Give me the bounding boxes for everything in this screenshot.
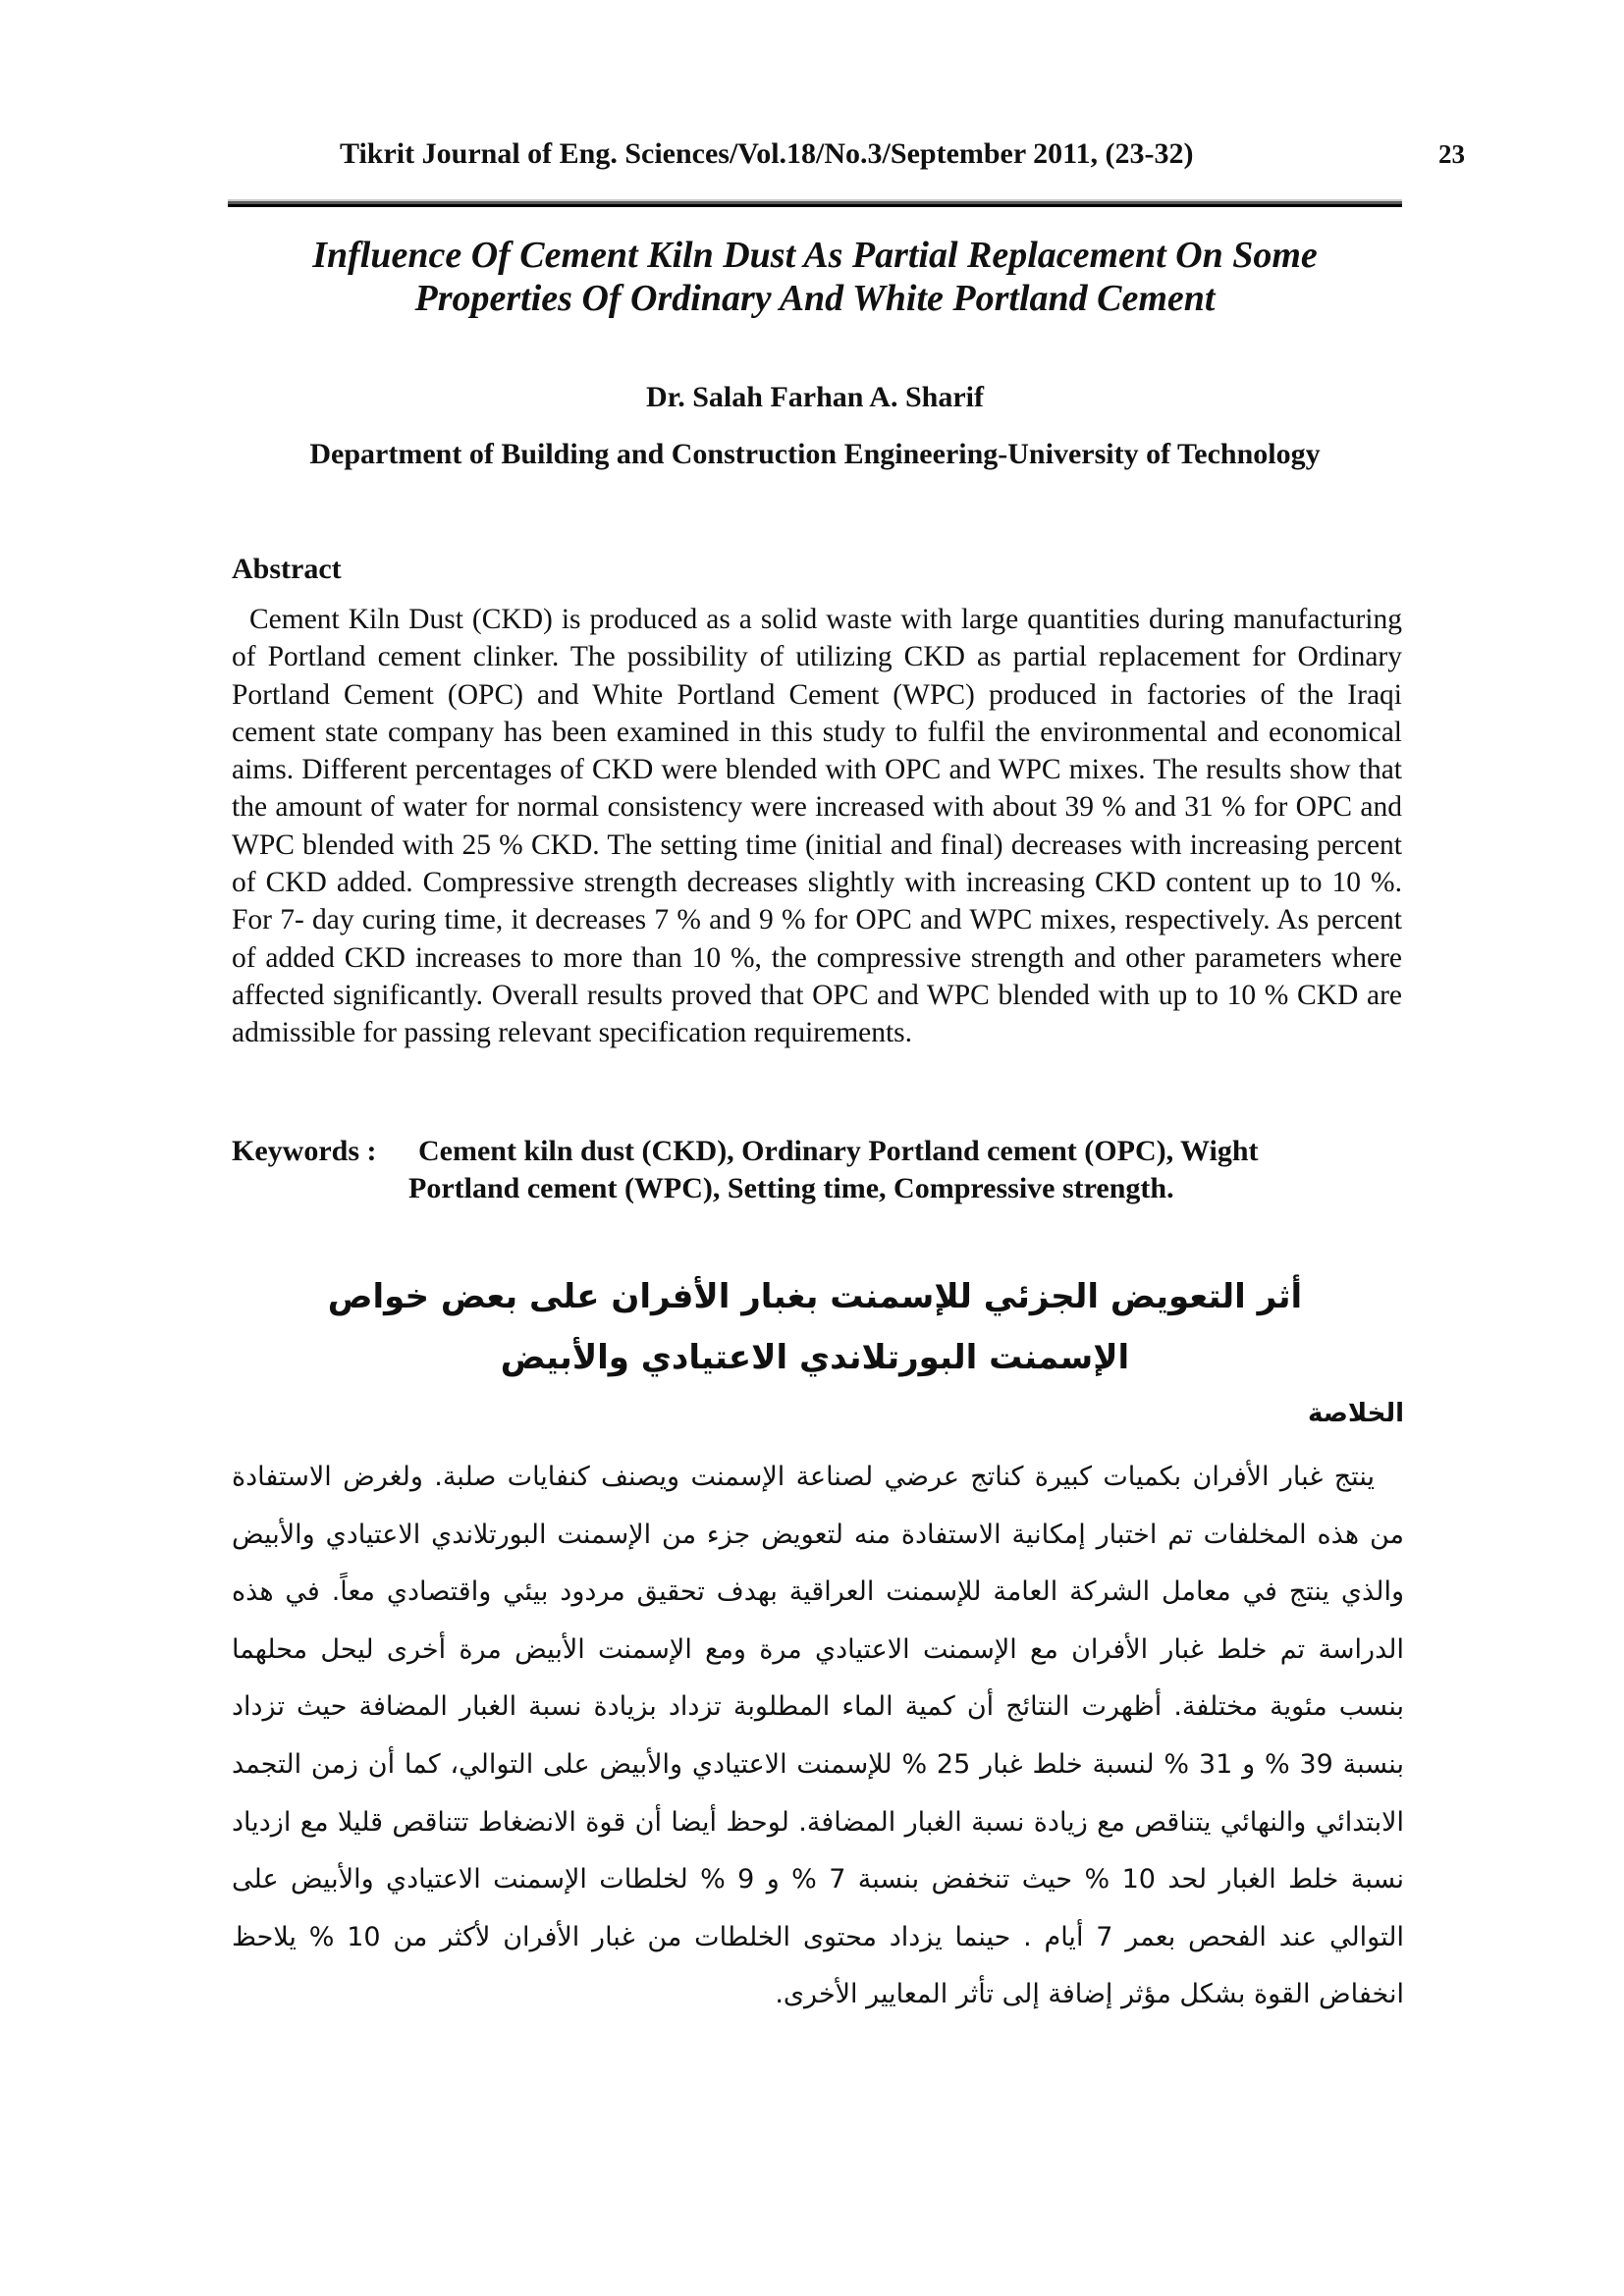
keywords-line-1: Cement kiln dust (CKD), Ordinary Portland cement (OPC), Wight xyxy=(418,1135,1259,1167)
arabic-abstract-body: ينتج غبار الأفران بكميات كبيرة كناتج عرضي لصناعة الإسمنت ويصنف كنفايات صلبة. ولغرض الاستفادة من هذه المخلفات تم اختبار إمكانية الاستفادة منه لتعويض جزء من الإسمنت البورتلاندي الاعتيادي والأبيض والذي ينتج في معامل الشركة العامة للإسمنت العراقية بهدف تحقيق مردود بيئي واقتصادي معاً. في هذه الدراسة تم خلط غبار الأفران مع الإسمنت الاعتيادي مرة ومع الإسمنت الأبيض مرة أخرى ليحل محلهما بنسب مئوية مختلفة. أظهرت النتائج أن كمية الماء المطلوبة تزداد بزيادة نسبة الغبار المضافة حيث تزداد بنسبة 39 % و 31 % لنسبة خلط غبار 25 % للإسمنت الاعتيادي والأبيض على التوالي، كما أن زمن التجمد الابتدائي والنهائي يتناقص مع زيادة نسبة الغبار المضافة. لوحظ أيضا أن قوة الانضغاط تتناقص قليلا مع ازدياد نسبة خلط الغبار لحد 10 % حيث تنخفض بنسبة 7 % و 9 % لخلطات الإسمنت الاعتيادي والأبيض على التوالي عند الفحص بعمر 7 أيام . حينما يزداد محتوى الخلطات من غبار الأفران لأكثر من 10 % يلاحظ انخفاض القوة بشكل مؤثر إضافة إلى تأثر المعايير الأخرى. xyxy=(232,1462,1405,2010)
arabic-title-line-1: أثر التعويض الجزئي للإسمنت بغبار الأفران على بعض خواص xyxy=(327,1277,1303,1316)
page-number: 23 xyxy=(1438,139,1465,169)
header-rule xyxy=(228,199,1402,207)
author-name: Dr. Salah Farhan A. Sharif xyxy=(646,381,984,413)
title-line-1: Influence Of Cement Kiln Dust As Partial Replacement On Some xyxy=(312,235,1318,276)
journal-citation: Tikrit Journal of Eng. Sciences/Vol.18/No.3/September 2011, (23-32) xyxy=(340,137,1194,170)
paper-title xyxy=(228,234,1402,320)
running-header xyxy=(226,137,1465,177)
keywords-line-2: Portland cement (WPC), Setting time, Compressive strength. xyxy=(408,1172,1174,1204)
abstract-heading: Abstract xyxy=(232,553,342,585)
title-line-2: Properties Of Ordinary And White Portland Cement xyxy=(414,278,1216,319)
author-affiliation: Department of Building and Construction Engineering-University of Technology xyxy=(309,438,1321,470)
abstract-body: Cement Kiln Dust (CKD) is produced as a solid waste with large quantities during manufacturing of Portland cement clinker. The possibility of utilizing CKD as partial replacement for Ordinary Portland Cement (OPC) and White Portland Cement (WPC) produced in factories of the Iraqi cement state company has been examined in this study to fulfil the environmental and economical aims. Different percentages of CKD were blended with OPC and WPC mixes. The results show that the amount of water for normal consistency were increased with about 39 % and 31 % for OPC and WPC blended with 25 % CKD. The setting time (initial and final) decreases with increasing percent of CKD added. Compressive strength decreases slightly with increasing CKD content up to 10 %. For 7- day curing time, it decreases 7 % and 9 % for OPC and WPC mixes, respectively. As percent of added CKD increases to more than 10 %, the compressive strength and other parameters where affected significantly. Overall results proved that OPC and WPC blended with up to 10 % CKD are admissible for passing relevant specification requirements. xyxy=(232,604,1402,1049)
arabic-title xyxy=(228,1266,1402,1388)
arabic-abstract-heading: الخلاصة xyxy=(1307,1399,1404,1428)
keywords-label: Keywords : xyxy=(232,1135,377,1167)
keywords xyxy=(232,1133,1402,1207)
arabic-title-line-2: الإسمنت البورتلاندي الاعتيادي والأبيض xyxy=(500,1338,1130,1377)
